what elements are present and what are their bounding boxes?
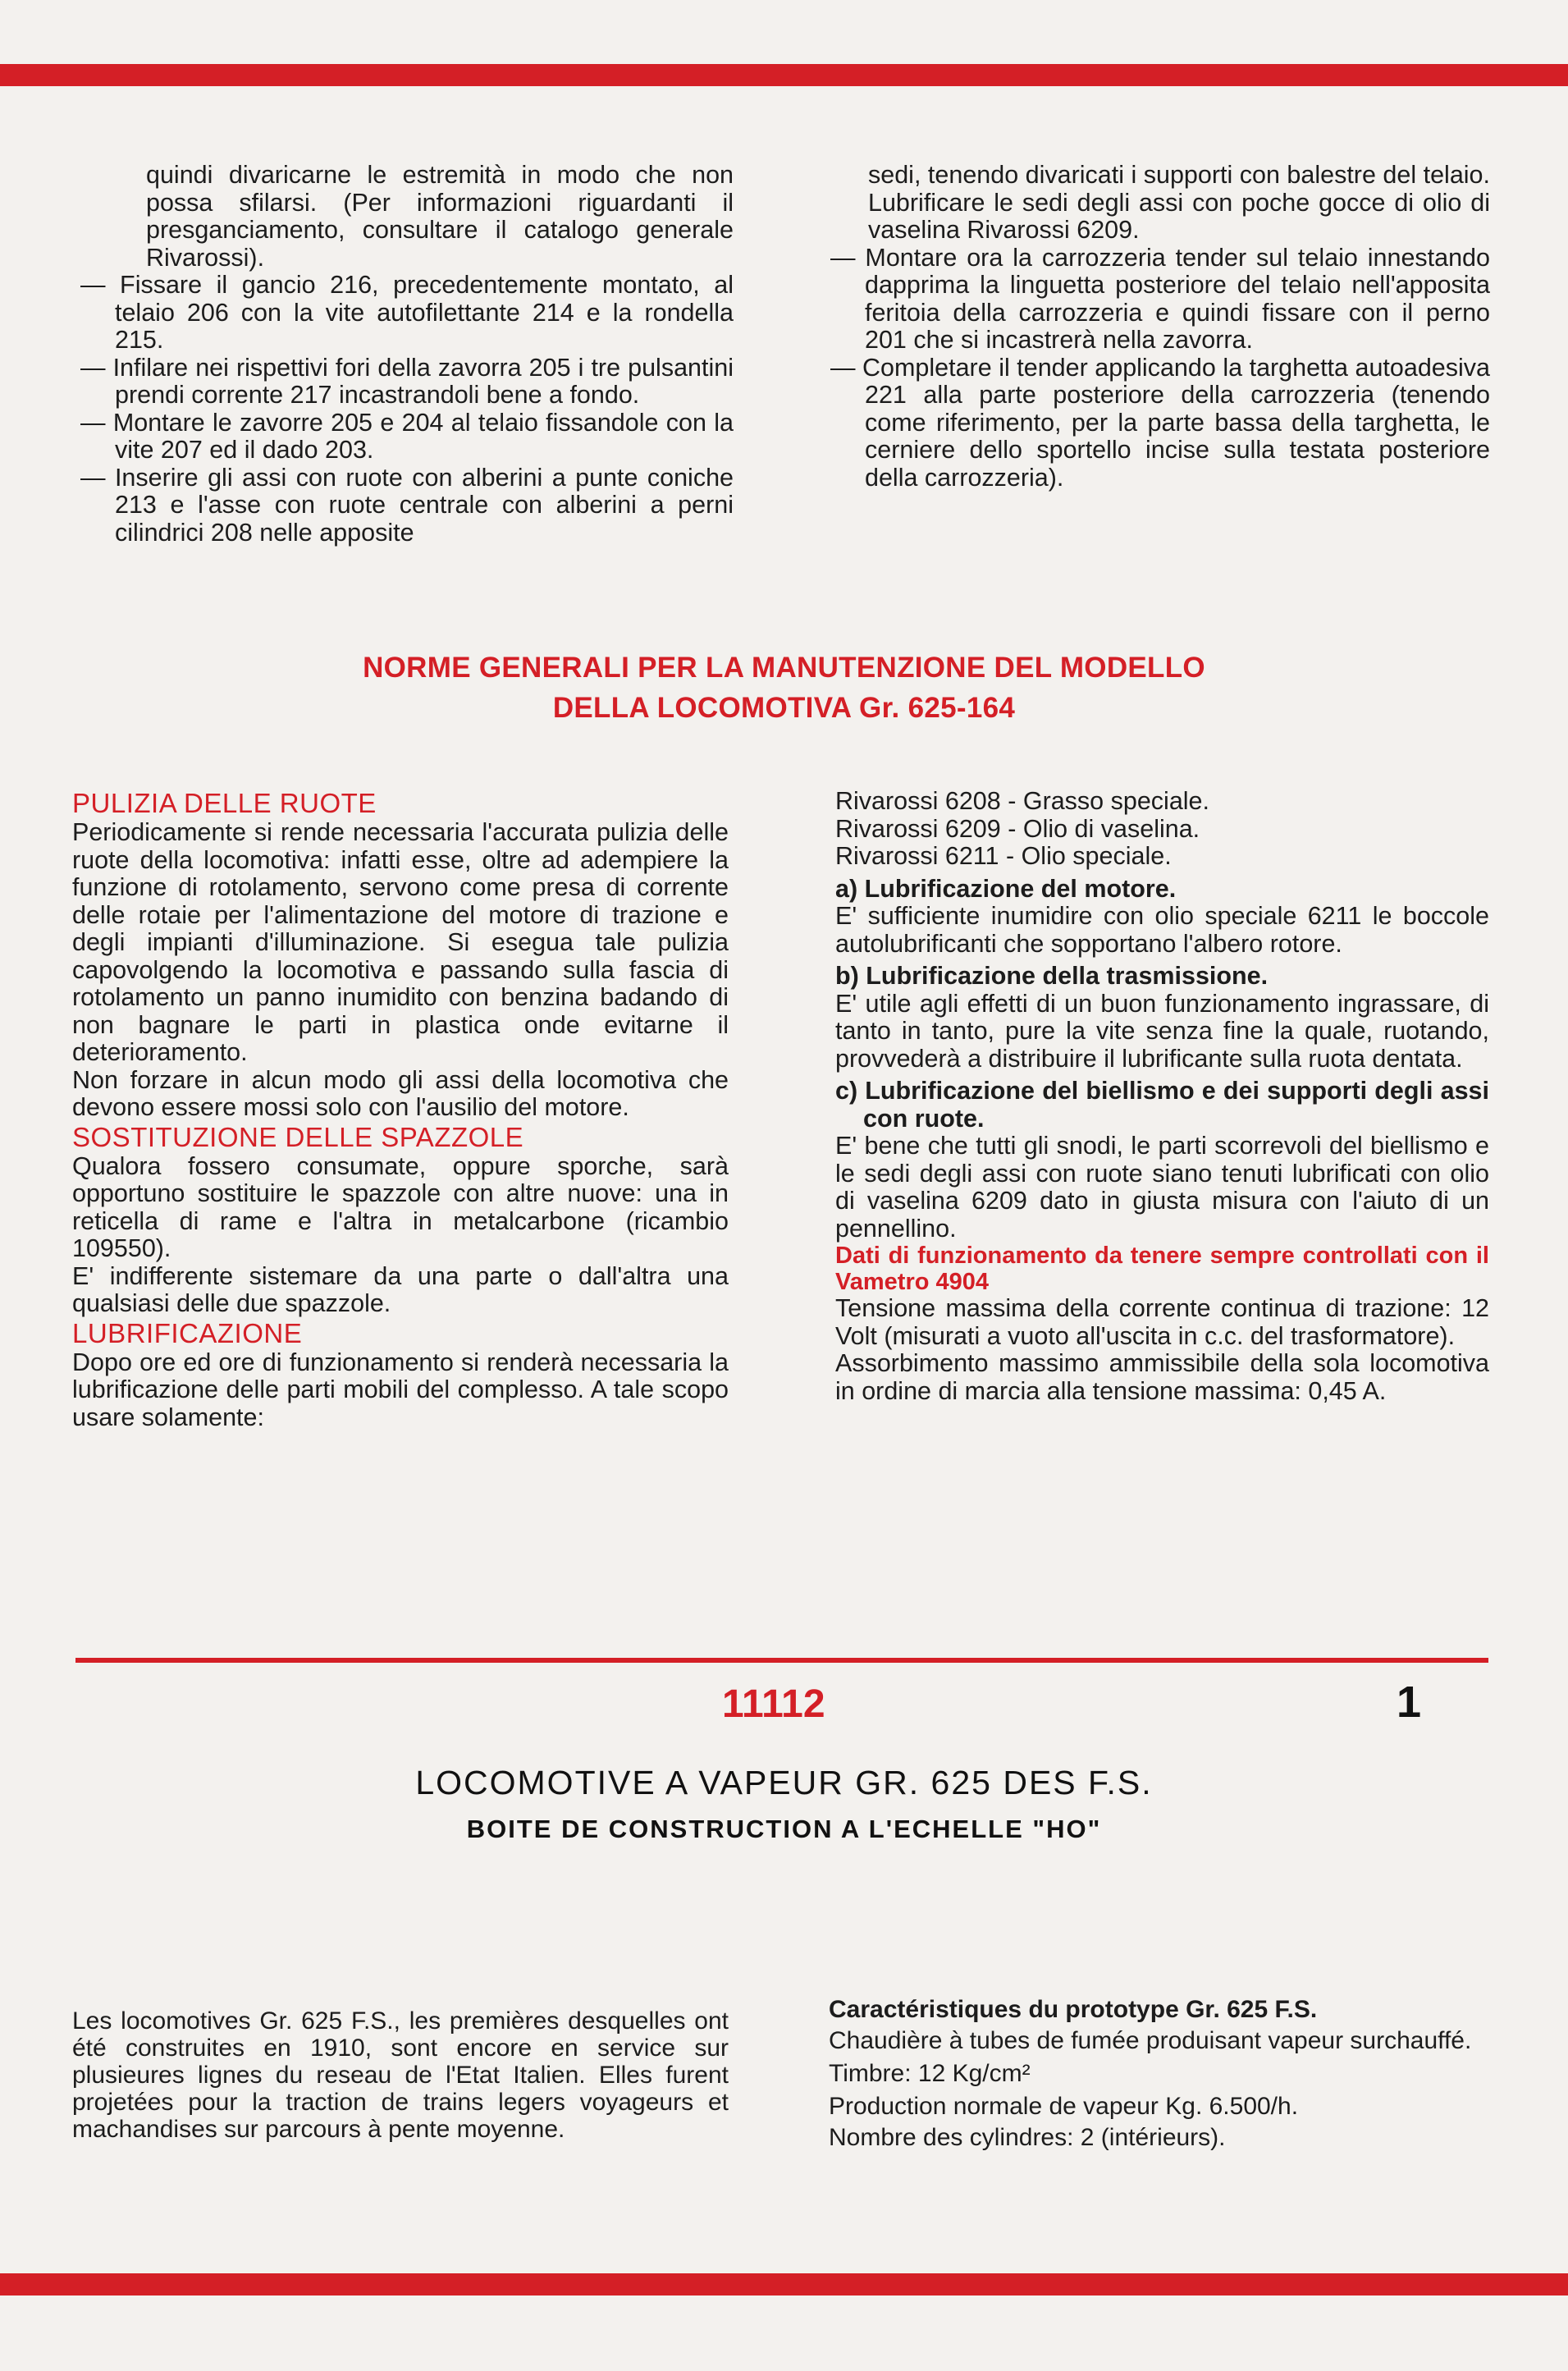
paragraph: Production normale de vapeur Kg. 6.500/h. [829,2093,1299,2120]
step-item: — Infilare nei rispettivi fori della zavorra 205 i tre pulsantini prendi corrente 217 incastrandoli bene a fondo. [80,353,734,409]
paragraph: Qualora fossero consumate, oppure sporche, sarà opportuno sostituire le spazzole con altre nuove: una in reticella di rame e l'altra in metalcarbone (ricambio 109550). [72,1151,729,1262]
french-left-column [72,2007,729,2143]
list-item: Rivarossi 6209 - Olio di vaselina. [835,814,1200,843]
section-title-line1: NORME GENERALI PER LA MANUTENZIONE DEL MODELLO [363,652,1205,684]
top-right-column [830,162,1490,492]
bottom-red-band [0,2273,1568,2295]
paragraph: E' indifferente sistemare da una parte o dall'altra una qualsiasi delle due spazzole. [72,1261,729,1317]
subheading: Caractéristiques du prototype Gr. 625 F.S. [829,1996,1318,2023]
paragraph: E' utile agli effetti di un buon funzionamento ingrassare, di tanto in tanto, pure la vite senza fine la quale, ruotando, provvederà a distribuire il lubrificante sulla ruota dentata. [835,989,1489,1073]
paragraph: E' bene che tutti gli snodi, le parti scorrevoli del biellismo e le sedi degli assi con ruote siano tenuti lubrificati con olio di vaselina 6209 dato in giusta misura con l'aiuto di un pennellino. [835,1132,1489,1243]
step-item: — Completare il tender applicando la targhetta autoadesiva 221 alla parte posteriore della carrozzeria (tenendo come riferimento, per la parte bassa della targhetta, le cerniere dello sportello incise sulla testata posteriore della carrozzeria). [830,353,1490,492]
paragraph: Periodicamente si rende necessaria l'accurata pulizia delle ruote della locomotiva: infatti esse, oltre ad adempiere la funzione di rotolamento, servono come presa di corrente delle rotaie per l'alimentazione del motore di trazione e degli impianti d'illuminazione. Si esegua tale pulizia capovolgendo la locomotiva e passando sulla fascia di rotolamento un panno inumidito con benzina badando di non bagnare le parti in plastica onde evitarne il deterioramento. [72,818,729,1066]
french-subtitle: BOITE DE CONSTRUCTION A L'ECHELLE "HO" [466,1815,1102,1843]
maintenance-left-column [72,788,729,1431]
paragraph: E' sufficiente inumidire con olio speciale 6211 le boccole autolubrificanti che sopportano l'albero rotore. [835,902,1489,958]
heading-spazzole: SOSTITUZIONE DELLE SPAZZOLE [72,1121,524,1152]
heading-lubrificazione: LUBRIFICAZIONE [72,1317,303,1348]
list-item: Rivarossi 6211 - Olio speciale. [835,842,1172,870]
heading-dati: Dati di funzionamento da tenere sempre controllati con il Vametro 4904 [835,1243,1489,1295]
top-red-band [0,64,1568,86]
paragraph: Les locomotives Gr. 625 F.S., les premières desquelles ont été construites en 1910, sont encore en service sur plusieures lignes du reseau de l'Etat Italien. Elles furent projetées pour la traction de trains legers voyageurs et machandises sur parcours à pente moyenne. [72,2007,729,2143]
paragraph: Dopo ore ed ore di funzionamento si renderà necessaria la lubrificazione delle parti mobili del complesso. A tale scopo usare solamente: [72,1348,729,1431]
paragraph: sedi, tenendo divaricati i supporti con balestre del telaio. Lubrificare le sedi degli assi con poche gocce di olio di vaselina Rivarossi 6209. [868,161,1490,244]
product-code: 11112 [722,1682,825,1726]
section-title-line2: DELLA LOCOMOTIVA Gr. 625-164 [552,692,1016,724]
paragraph: Timbre: 12 Kg/cm² [829,2060,1031,2087]
footer-divider [75,1658,1488,1663]
french-right-column [829,1996,1489,2152]
section-title [0,648,1568,728]
page-number: 1 [1397,1678,1422,1727]
paragraph: quindi divaricarne le estremità in modo che non possa sfilarsi. (Per informazioni riguardanti il presganciamento, consultare il catalogo generale Rivarossi). [146,161,734,272]
step-item: — Montare le zavorre 205 e 204 al telaio fissandole con la vite 207 ed il dado 203. [80,408,734,464]
paragraph: Chaudière à tubes de fumée produisant vapeur surchauffé. [829,2027,1472,2054]
subheading-b: b) Lubrificazione della trasmissione. [835,962,1269,990]
paragraph: Non forzare in alcun modo gli assi della locomotiva che devono essere mossi solo con l'ausilio del motore. [72,1065,729,1121]
paragraph: Nombre des cylindres: 2 (intérieurs). [829,2124,1226,2151]
step-item: — Fissare il gancio 216, precedentemente montato, al telaio 206 con la vite autofilettante 214 e la rondella 215. [80,271,734,354]
maintenance-right-column [835,788,1489,1405]
step-item: — Montare ora la carrozzeria tender sul telaio innestando dapprima la linguetta posteriore del telaio nell'apposita feritoia della carrozzeria e quindi fissare con il perno 201 che si incastrerà nella zavorra. [830,243,1490,354]
heading-pulizia: PULIZIA DELLE RUOTE [72,788,377,818]
top-left-column [80,162,734,547]
french-title: LOCOMOTIVE A VAPEUR GR. 625 DES F.S. [415,1764,1153,1801]
paragraph: Assorbimento massimo ammissibile della sola locomotiva in ordine di marcia alla tensione massima: 0,45 A. [835,1349,1489,1405]
list-item: Rivarossi 6208 - Grasso speciale. [835,787,1209,815]
subheading-c: c) Lubrificazione del biellismo e dei supporti degli assi con ruote. [835,1077,1489,1133]
subheading-a: a) Lubrificazione del motore. [835,874,1177,903]
step-item: — Inserire gli assi con ruote con alberini a punte coniche 213 e l'asse con ruote centrale con alberini a perni cilindrici 208 nelle apposite [80,463,734,547]
paragraph: Tensione massima della corrente continua di trazione: 12 Volt (misurati a vuoto all'uscita in c.c. del trasformatore). [835,1294,1489,1350]
